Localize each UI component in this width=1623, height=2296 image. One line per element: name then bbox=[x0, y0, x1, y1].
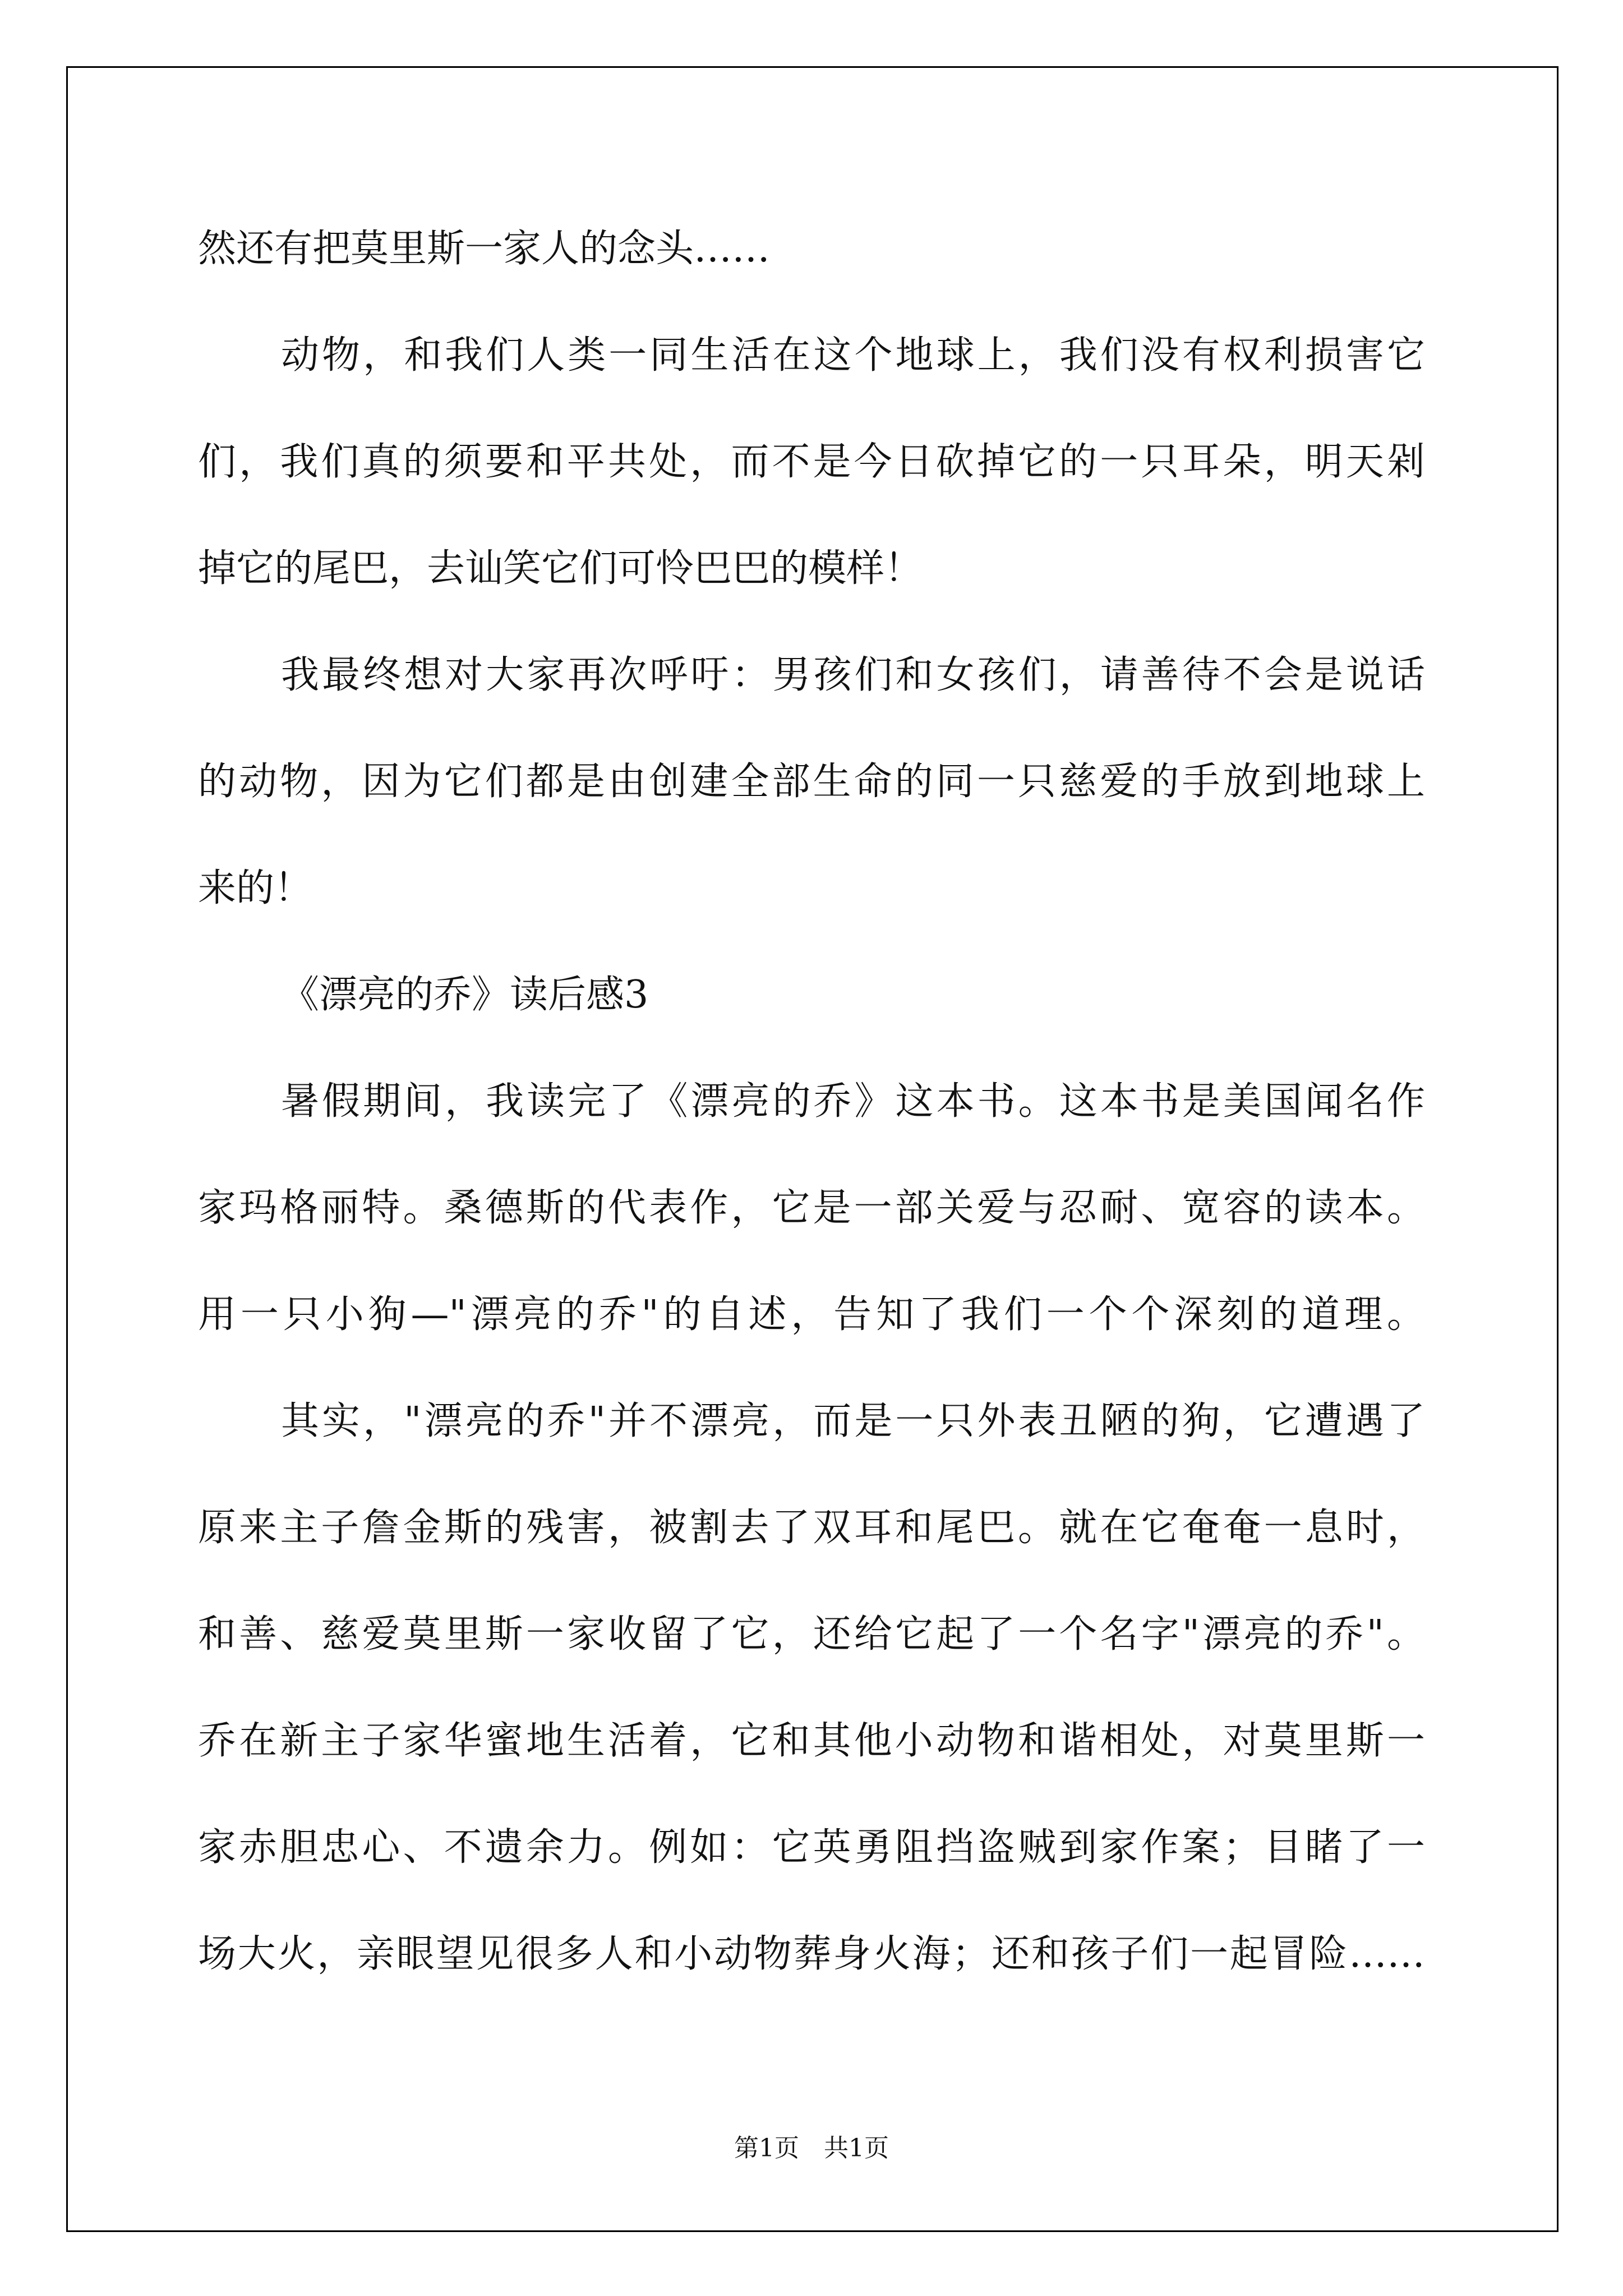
text-line: 掉它的尾巴，去讪笑它们可怜巴巴的模样！ bbox=[198, 546, 923, 591]
page-number: 第1页 bbox=[734, 2134, 799, 2162]
paragraph bbox=[198, 196, 1425, 302]
text-line: 动物，和我们人类一同生活在这个地球上，我们没有权利损害它 bbox=[281, 333, 1425, 378]
text-line: 原来主子詹金斯的残害，被割去了双耳和尾巴。就在它奄奄一息时， bbox=[198, 1506, 1425, 1550]
page-total: 共1页 bbox=[824, 2134, 889, 2162]
text-line: 我最终想对大家再次呼吁：男孩们和女孩们，请善待不会是说话 bbox=[281, 653, 1425, 697]
text-line: 来的！ bbox=[198, 866, 313, 910]
text-line: 和善、慈爱莫里斯一家收留了它，还给它起了一个名字"漂亮的乔"。 bbox=[198, 1612, 1425, 1657]
text-line: 乔在新主子家华蜜地生活着，它和其他小动物和谐相处，对莫里斯一 bbox=[198, 1719, 1425, 1763]
paragraph bbox=[198, 1048, 1425, 1368]
paragraph bbox=[198, 622, 1425, 942]
text-line: 的动物，因为它们都是由创建全部生命的同一只慈爱的手放到地球上 bbox=[198, 760, 1425, 804]
document-body bbox=[198, 196, 1425, 2008]
section-heading: 《漂亮的乔》读后感3 bbox=[281, 973, 649, 1017]
text-line: 场大火，亲眼望见很多人和小动物葬身火海；还和孩子们一起冒险…… bbox=[198, 1932, 1425, 1976]
text-line: 其实，"漂亮的乔"并不漂亮，而是一只外表丑陋的狗，它遭遇了 bbox=[281, 1399, 1425, 1443]
text-line: 家赤胆忠心、不遗余力。例如：它英勇阻挡盗贼到家作案；目睹了一 bbox=[198, 1825, 1425, 1870]
text-line: 用一只小狗—"漂亮的乔"的自述，告知了我们一个个深刻的道理。 bbox=[198, 1292, 1425, 1337]
text-line: 家玛格丽特。桑德斯的代表作，它是一部关爱与忍耐、宽容的读本。 bbox=[198, 1186, 1425, 1230]
text-line: 们，我们真的须要和平共处，而不是今日砍掉它的一只耳朵，明天剁 bbox=[198, 440, 1425, 484]
paragraph bbox=[198, 1368, 1425, 2008]
paragraph bbox=[198, 302, 1425, 622]
text-line: 暑假期间，我读完了《漂亮的乔》这本书。这本书是美国闻名作 bbox=[281, 1079, 1425, 1124]
text-line: 然还有把莫里斯一家人的念头…… bbox=[198, 227, 771, 271]
page-footer bbox=[0, 2132, 1623, 2165]
